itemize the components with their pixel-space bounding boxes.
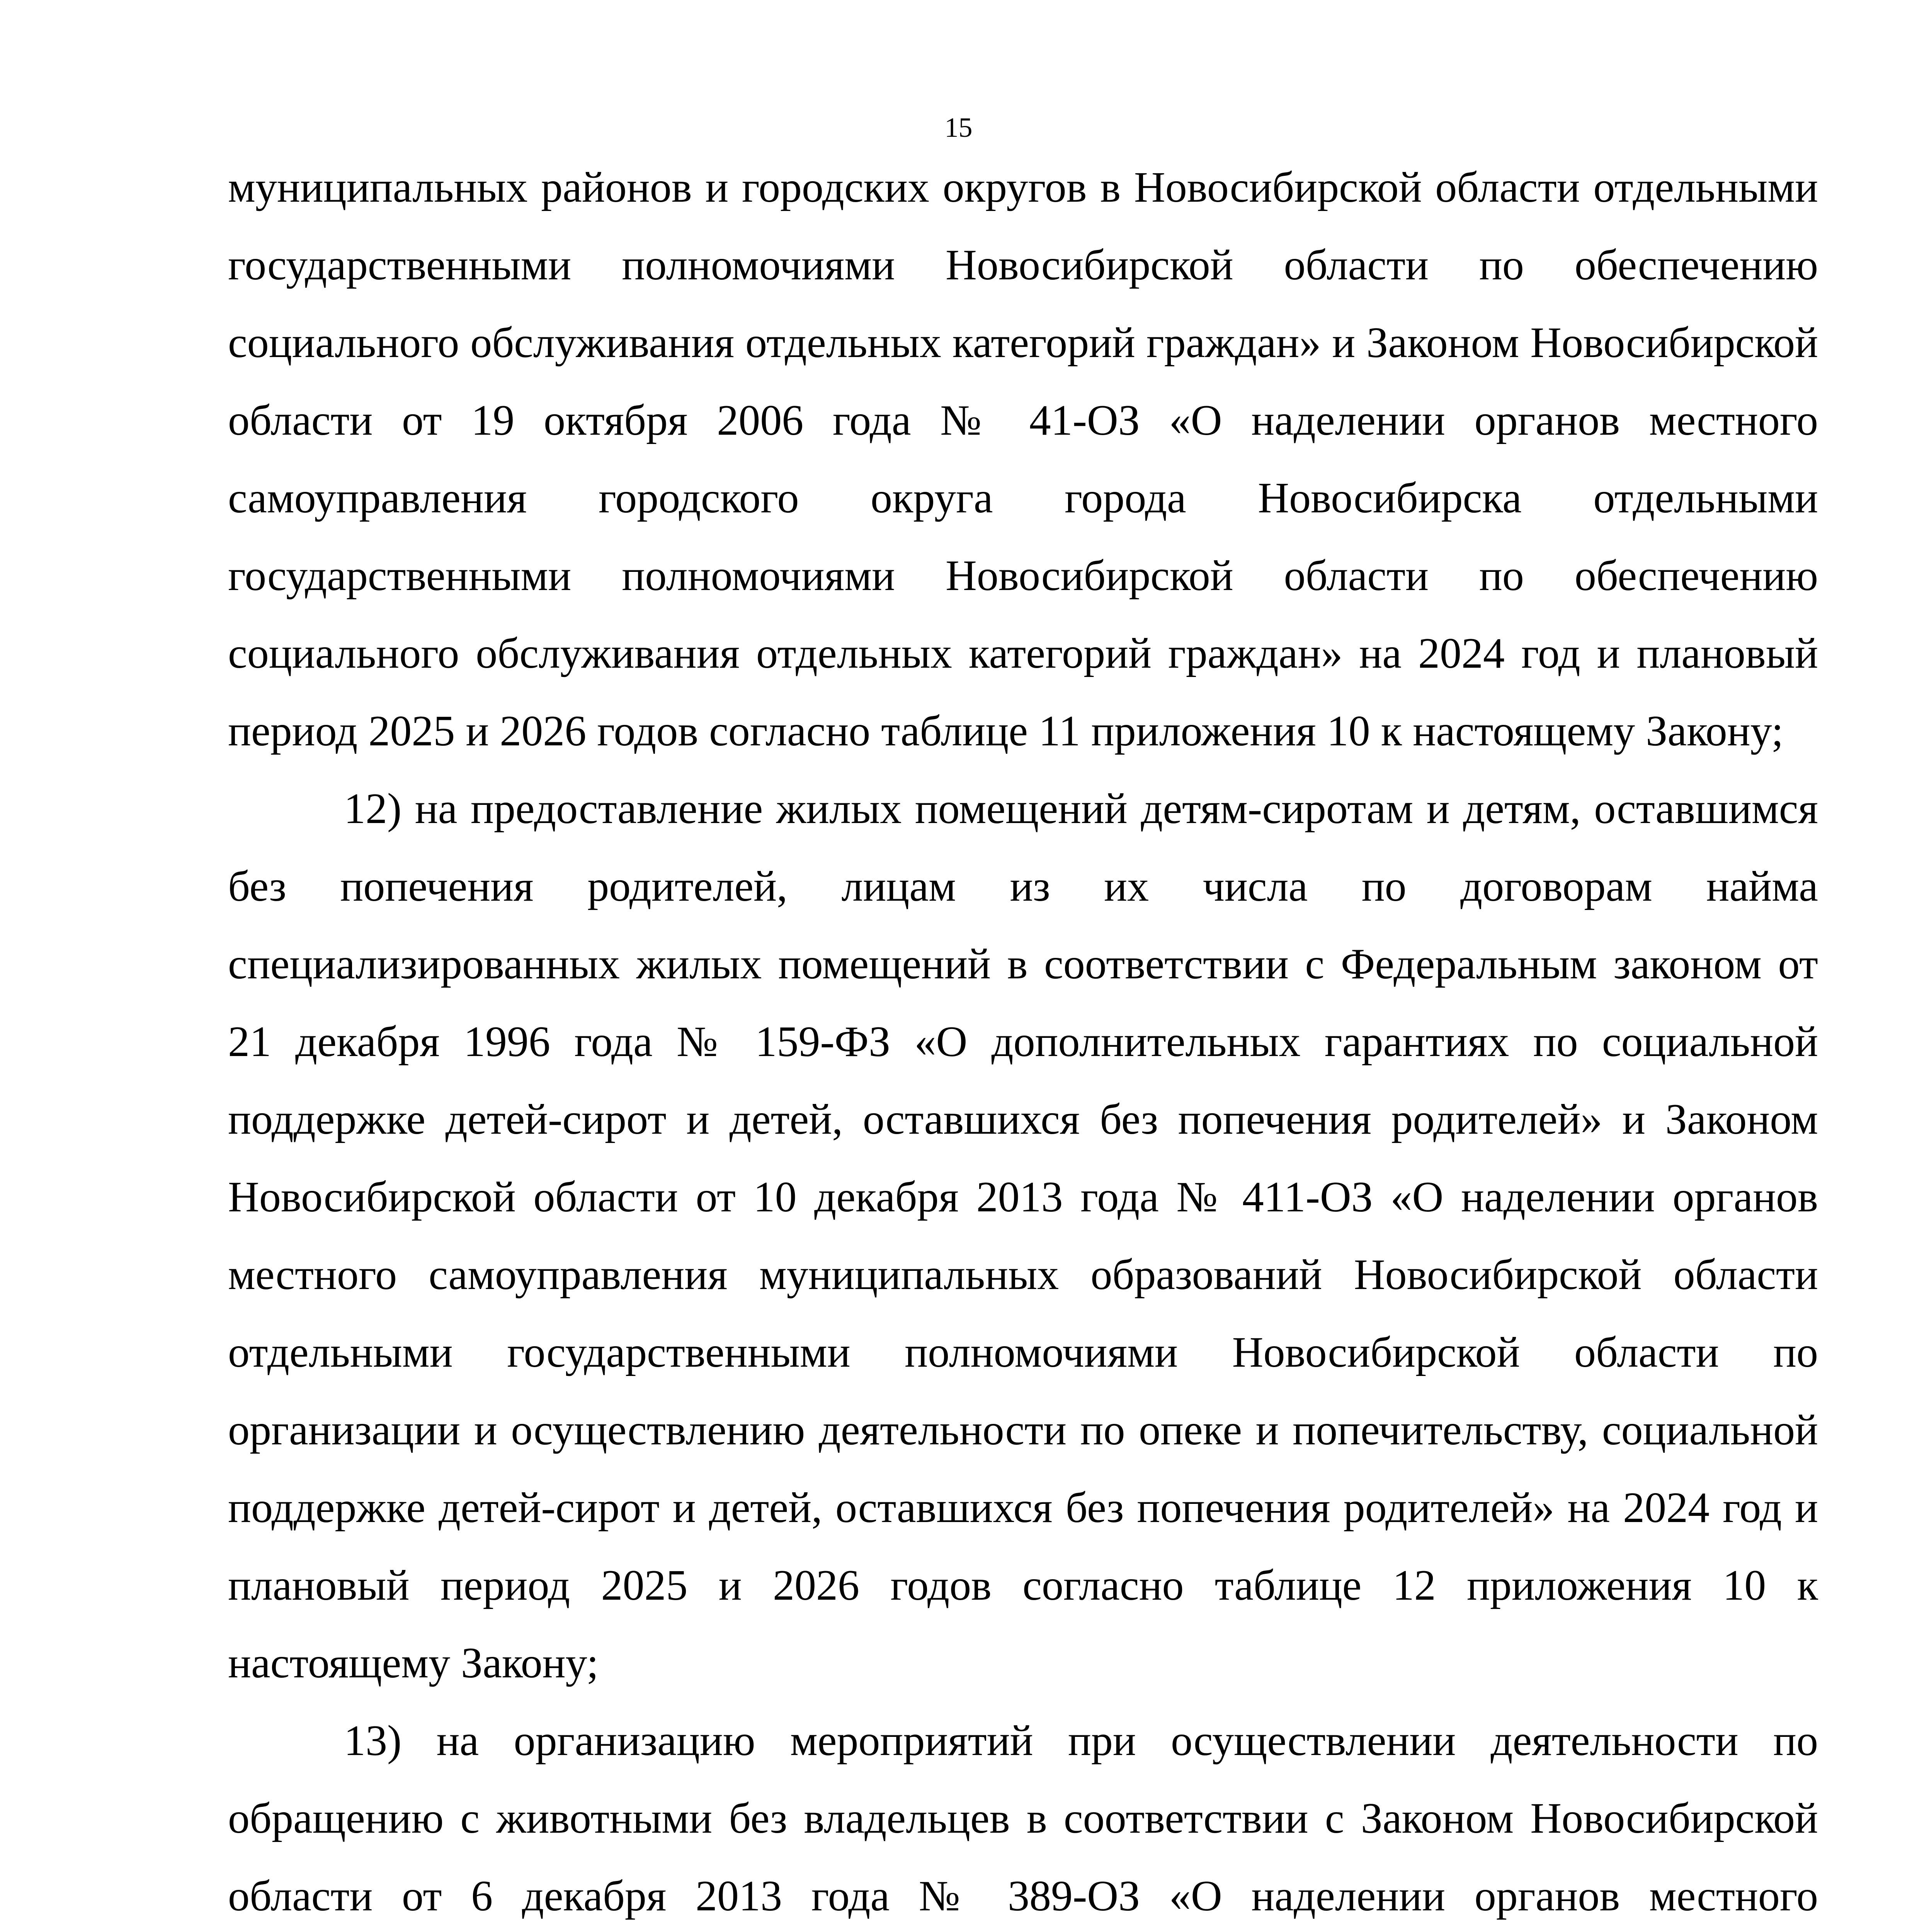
page-number: 15 [944, 112, 973, 143]
paragraph-continuation: муниципальных районов и городских округов в Новосибирской области отдельными государственными полномочиями Новосибирской области по обеспечению социального обслуживания отдельных категорий граждан» и Законом Новосибирской области от 19 октября 2006 года № 41-ОЗ «О наделении органов местного самоуправления городского округа города Новосибирска отдельными государственными полномочиями Новосибирской области по обеспечению социального обслуживания отдельных категорий граждан» на 2024 год и плановый период 2025 и 2026 годов согласно таблице 11 приложения 10 к настоящему Закону; [228, 163, 1818, 755]
paragraph-item-13: 13) на организацию мероприятий при осуществлении деятельности по обращению с животными без владельцев в соответствии с Законом Новосибирской области от 6 декабря 2013 года № 389-ОЗ «О наделении органов местного [228, 1717, 1818, 1920]
document-body [228, 149, 1818, 1932]
paragraph-item-12: 12) на предоставление жилых помещений детям-сиротам и детям, оставшимся без попечения родителей, лицам из их числа по договорам найма специализированных жилых помещений в соответствии с Федеральным законом от 21 декабря 1996 года № 159-ФЗ «О дополнительных гарантиях по социальной поддержке детей-сирот и детей, оставшихся без попечения родителей» и Законом Новосибирской области от 10 декабря 2013 года № 411-ОЗ «О наделении органов местного самоуправления муниципальных образований Новосибирской области отдельными государственными полномочиями Новосибирской области по организации и осуществлению деятельности по опеке и попечительству, социальной поддержке детей-сирот и детей, оставшихся без попечения родителей» на 2024 год и плановый период 2025 и 2026 годов согласно таблице 12 приложения 10 к настоящему Закону; [228, 785, 1818, 1687]
